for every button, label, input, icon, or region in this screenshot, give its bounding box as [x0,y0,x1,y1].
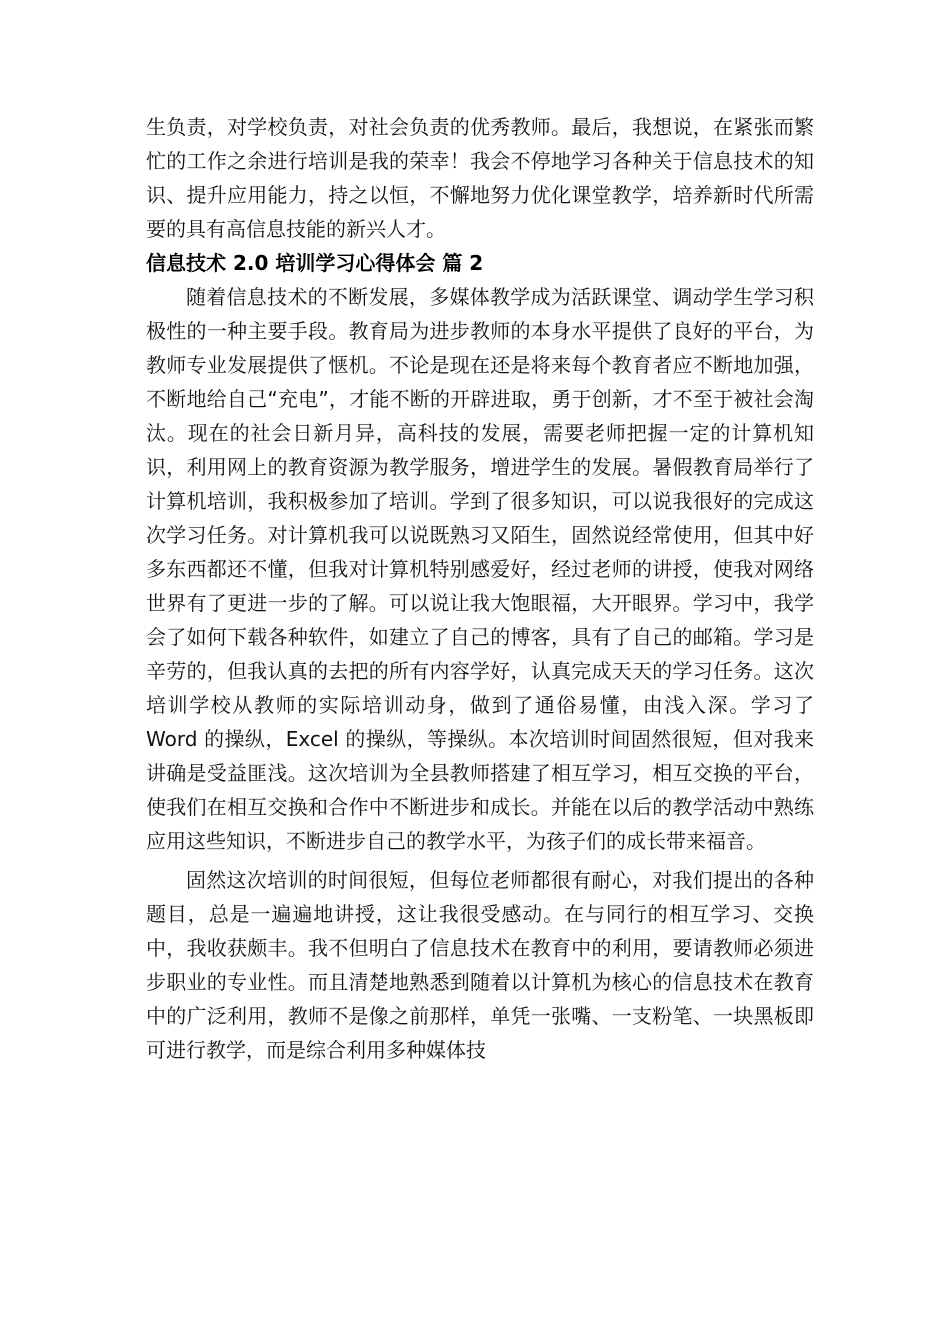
section-heading: 信息技术 2.0 培训学习心得体会 篇 2 [146,251,484,275]
paragraph-1: 随着信息技术的不断发展，多媒体教学成为活跃课堂、调动学生学习积极性的一种主要手段。教育局为进步教师的本身水平提供了良好的平台，为教师专业发展提供了惬机。不论是现在还是将来每个教育者应不断地加强，不断地给自己“充电”，才能不断的开辟进取，勇于创新，才不至于被社会淘汰。现在的社会日新月异，高科技的发展，需要老师把握一定的计算机知识，利用网上的教育资源为教学服务，增进学生的发展。暑假教育局举行了计算机培训，我积极参加了培训。学到了很多知识，可以说我很好的完成这次学习任务。对计算机我可以说既熟习又陌生，固然说经常使用，但其中好多东西都还不懂，但我对计算机特别感爱好，经过老师的讲授，使我对网络世界有了更进一步的了解。可以说让我大饱眼福，大开眼界。学习中，我学会了如何下载各种软件，如建立了自己的博客，具有了自己的邮箱。学习是辛劳的，但我认真的去把的所有内容学好，认真完成天天的学习任务。这次培训学校从教师的实际培训动身，做到了通俗易懂，由浅入深。学习了 Word 的操纵，Excel 的操纵，等操纵。本次培训时间固然很短，但对我来讲确是受益匪浅。这次培训为全县教师搭建了相互学习，相互交换的平台，使我们在相互交换和合作中不断进步和成长。并能在以后的教学活动中熟练应用这些知识，不断进步自己的教学水平，为孩子们的成长带来福音。 [146,285,814,853]
paragraph-intro-tail: 生负责，对学校负责，对社会负责的优秀教师。最后，我想说，在紧张而繁忙的工作之余进行培训是我的荣幸！我会不停地学习各种关于信息技术的知识、提升应用能力，持之以恒，不懈地努力优化课堂教学，培养新时代所需要的具有高信息技能的新兴人才。 [146,115,814,241]
paragraph-2: 固然这次培训的时间很短，但每位老师都很有耐心，对我们提出的各种题目，总是一遍遍地讲授，这让我很受感动。在与同行的相互学习、交换中，我收获颇丰。我不但明白了信息技术在教育中的利用，要请教师必须进步职业的专业性。而且清楚地熟悉到随着以计算机为核心的信息技术在教育中的广泛利用，教师不是像之前那样，单凭一张嘴、一支粉笔、一块黑板即可进行教学，而是综合利用多种媒体技 [146,868,814,1062]
document-body [146,110,814,1067]
